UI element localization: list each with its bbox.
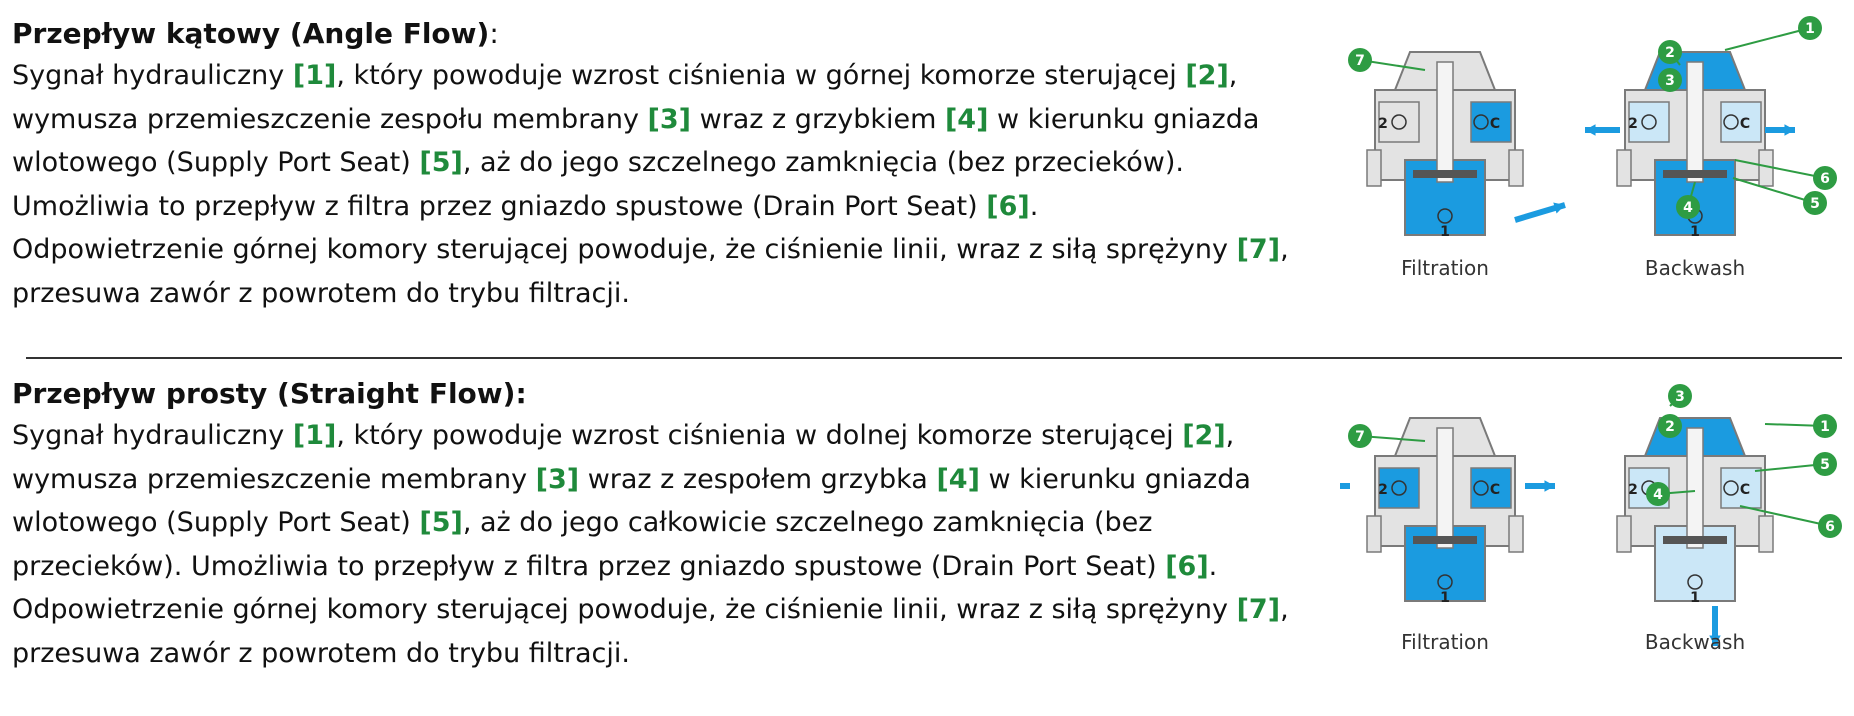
flow-arrow-left-head — [1585, 124, 1596, 136]
description-text: , aż do jego szczelnego zamknięcia (bez przecieków). — [462, 147, 1184, 178]
port-label: 1 — [1690, 590, 1700, 606]
description-text: , — [1225, 420, 1235, 451]
component-reference: [6] — [1165, 550, 1209, 582]
flow-arrow-right-head — [1784, 124, 1795, 136]
component-reference: [6] — [986, 190, 1030, 222]
angle-flow-diagram — [1340, 10, 1850, 350]
description-text: wlotowego (Supply Port Seat) — [12, 147, 420, 178]
valve-stem — [1687, 428, 1703, 548]
flange — [1367, 516, 1381, 552]
flange — [1509, 150, 1523, 186]
callout-number: 1 — [1805, 21, 1815, 37]
description-text: , — [1280, 594, 1289, 625]
flange — [1759, 516, 1773, 552]
description-text: wraz z grzybkiem — [690, 103, 945, 135]
valve-seat — [1413, 536, 1477, 544]
filtration-valve — [1367, 52, 1523, 240]
component-reference: [5] — [419, 507, 463, 538]
valve-stem — [1687, 62, 1703, 182]
backwash-caption: Backwash — [1644, 630, 1746, 654]
callout-number: 2 — [1665, 419, 1675, 435]
description-text: Sygnał hydrauliczny — [12, 420, 293, 451]
description-line — [12, 414, 1352, 458]
description-text: Umożliwia to przepływ z filtra przez gniazdo spustowe (Drain Port Seat) — [12, 190, 987, 222]
port-label: C — [1739, 482, 1751, 498]
callout-number: 4 — [1653, 487, 1663, 503]
description-text: , — [1228, 60, 1238, 91]
component-reference: [1] — [292, 60, 337, 91]
straight-flow-diagram — [1340, 376, 1850, 716]
description-text: , który powoduje wzrost ciśnienia w dolnej komorze sterującej — [336, 420, 1183, 451]
flange — [1509, 516, 1523, 552]
section-divider — [26, 357, 1842, 359]
component-reference: [7] — [1236, 234, 1281, 265]
description-text: wymusza przemieszczenie membrany — [12, 463, 536, 495]
callout-number: 4 — [1683, 200, 1693, 216]
flange — [1617, 150, 1631, 186]
flange — [1617, 516, 1631, 552]
port-label: C — [1489, 116, 1501, 132]
component-reference: [3] — [535, 463, 580, 495]
port-label: 1 — [1690, 224, 1700, 240]
callout-number: 6 — [1820, 171, 1830, 187]
valve-seat — [1663, 536, 1727, 544]
angle-flow-section — [0, 0, 1854, 355]
component-reference: [2] — [1185, 60, 1229, 91]
component-reference: [7] — [1236, 594, 1281, 625]
valve-seat — [1413, 170, 1477, 178]
port-label: 2 — [1378, 116, 1388, 132]
component-reference: [4] — [944, 103, 989, 135]
callout-number: 5 — [1820, 457, 1830, 473]
description-text: w kierunku gniazda — [988, 103, 1260, 135]
callout-number: 2 — [1665, 45, 1675, 61]
callout-leader — [1733, 178, 1815, 203]
callout-number: 7 — [1355, 53, 1365, 69]
component-reference: [5] — [419, 147, 463, 178]
description-line — [12, 632, 1352, 676]
description-line — [12, 98, 1352, 142]
straight-flow-description — [12, 414, 1352, 675]
port-label: 2 — [1378, 482, 1388, 498]
description-line — [12, 458, 1352, 502]
description-line — [12, 588, 1352, 632]
component-reference: [4] — [936, 463, 980, 495]
backwash-valve — [1617, 418, 1773, 606]
description-text: , który powoduje wzrost ciśnienia w górnej komorze sterującej — [336, 60, 1186, 91]
callout-number: 3 — [1665, 73, 1675, 89]
description-text: , aż do jego całkowicie szczelnego zamknięcia (bez — [462, 507, 1153, 538]
filtration-caption: Filtration — [1401, 256, 1489, 280]
description-text: wymusza przemieszczenie zespołu membrany — [12, 103, 648, 135]
description-line — [12, 501, 1352, 545]
valve-seat — [1663, 170, 1727, 178]
callout-number: 5 — [1810, 196, 1820, 212]
description-line — [12, 272, 1352, 316]
straight-flow-text — [12, 374, 1352, 675]
description-text: w kierunku gniazda — [979, 463, 1251, 495]
filtration-valve — [1367, 418, 1523, 606]
port-label: 1 — [1440, 224, 1450, 240]
flange — [1367, 150, 1381, 186]
callout-number: 6 — [1825, 519, 1835, 535]
description-line — [12, 54, 1352, 98]
description-line — [12, 185, 1352, 229]
flow-arrow-right-head — [1544, 480, 1555, 492]
port-label: 2 — [1628, 116, 1638, 132]
description-text: Odpowietrzenie górnej komory sterującej powoduje, że ciśnienie linii, wraz z siłą sprężyny — [12, 594, 1237, 625]
description-text: wraz z zespołem grzybka — [579, 463, 937, 495]
valve-stem — [1437, 62, 1453, 182]
angle-flow-heading: Przepływ kątowy (Angle Flow): — [12, 17, 499, 50]
angle-flow-description — [12, 54, 1352, 315]
callout-number: 1 — [1820, 419, 1830, 435]
description-text: przesuwa zawór z powrotem do trybu filtracji. — [12, 637, 630, 669]
port-label: C — [1489, 482, 1501, 498]
description-text: Sygnał hydrauliczny — [12, 60, 293, 91]
description-line — [12, 545, 1352, 589]
component-reference: [3] — [647, 103, 691, 135]
callout-number: 3 — [1675, 389, 1685, 405]
backwash-caption: Backwash — [1644, 256, 1746, 280]
straight-flow-heading: Przepływ prosty (Straight Flow): — [12, 377, 527, 410]
valve-diagram-svg — [1340, 376, 1850, 716]
straight-flow-section — [0, 366, 1854, 713]
description-text: przecieków). Umożliwia to przepływ z filtra przez gniazdo spustowe (Drain Port Seat) — [12, 550, 1166, 582]
description-text: wlotowego (Supply Port Seat) — [12, 507, 420, 538]
component-reference: [1] — [292, 420, 337, 451]
angle-flow-text — [12, 14, 1352, 315]
description-text: Odpowietrzenie górnej komory sterującej powoduje, że ciśnienie linii, wraz z siłą sprężyny — [12, 234, 1237, 265]
valve-stem — [1437, 428, 1453, 548]
callout-leader — [1725, 28, 1810, 50]
port-label: C — [1739, 116, 1751, 132]
description-line — [12, 228, 1352, 272]
description-text: , — [1280, 234, 1289, 265]
callout-number: 7 — [1355, 429, 1365, 445]
valve-diagram-svg — [1340, 10, 1850, 350]
description-line — [12, 141, 1352, 185]
filtration-caption: Filtration — [1401, 630, 1489, 654]
port-label: 1 — [1440, 590, 1450, 606]
description-text: . — [1029, 190, 1039, 222]
description-text: przesuwa zawór z powrotem do trybu filtracji. — [12, 277, 630, 309]
component-reference: [2] — [1182, 420, 1226, 451]
port-label: 2 — [1628, 482, 1638, 498]
description-text: . — [1208, 550, 1218, 582]
